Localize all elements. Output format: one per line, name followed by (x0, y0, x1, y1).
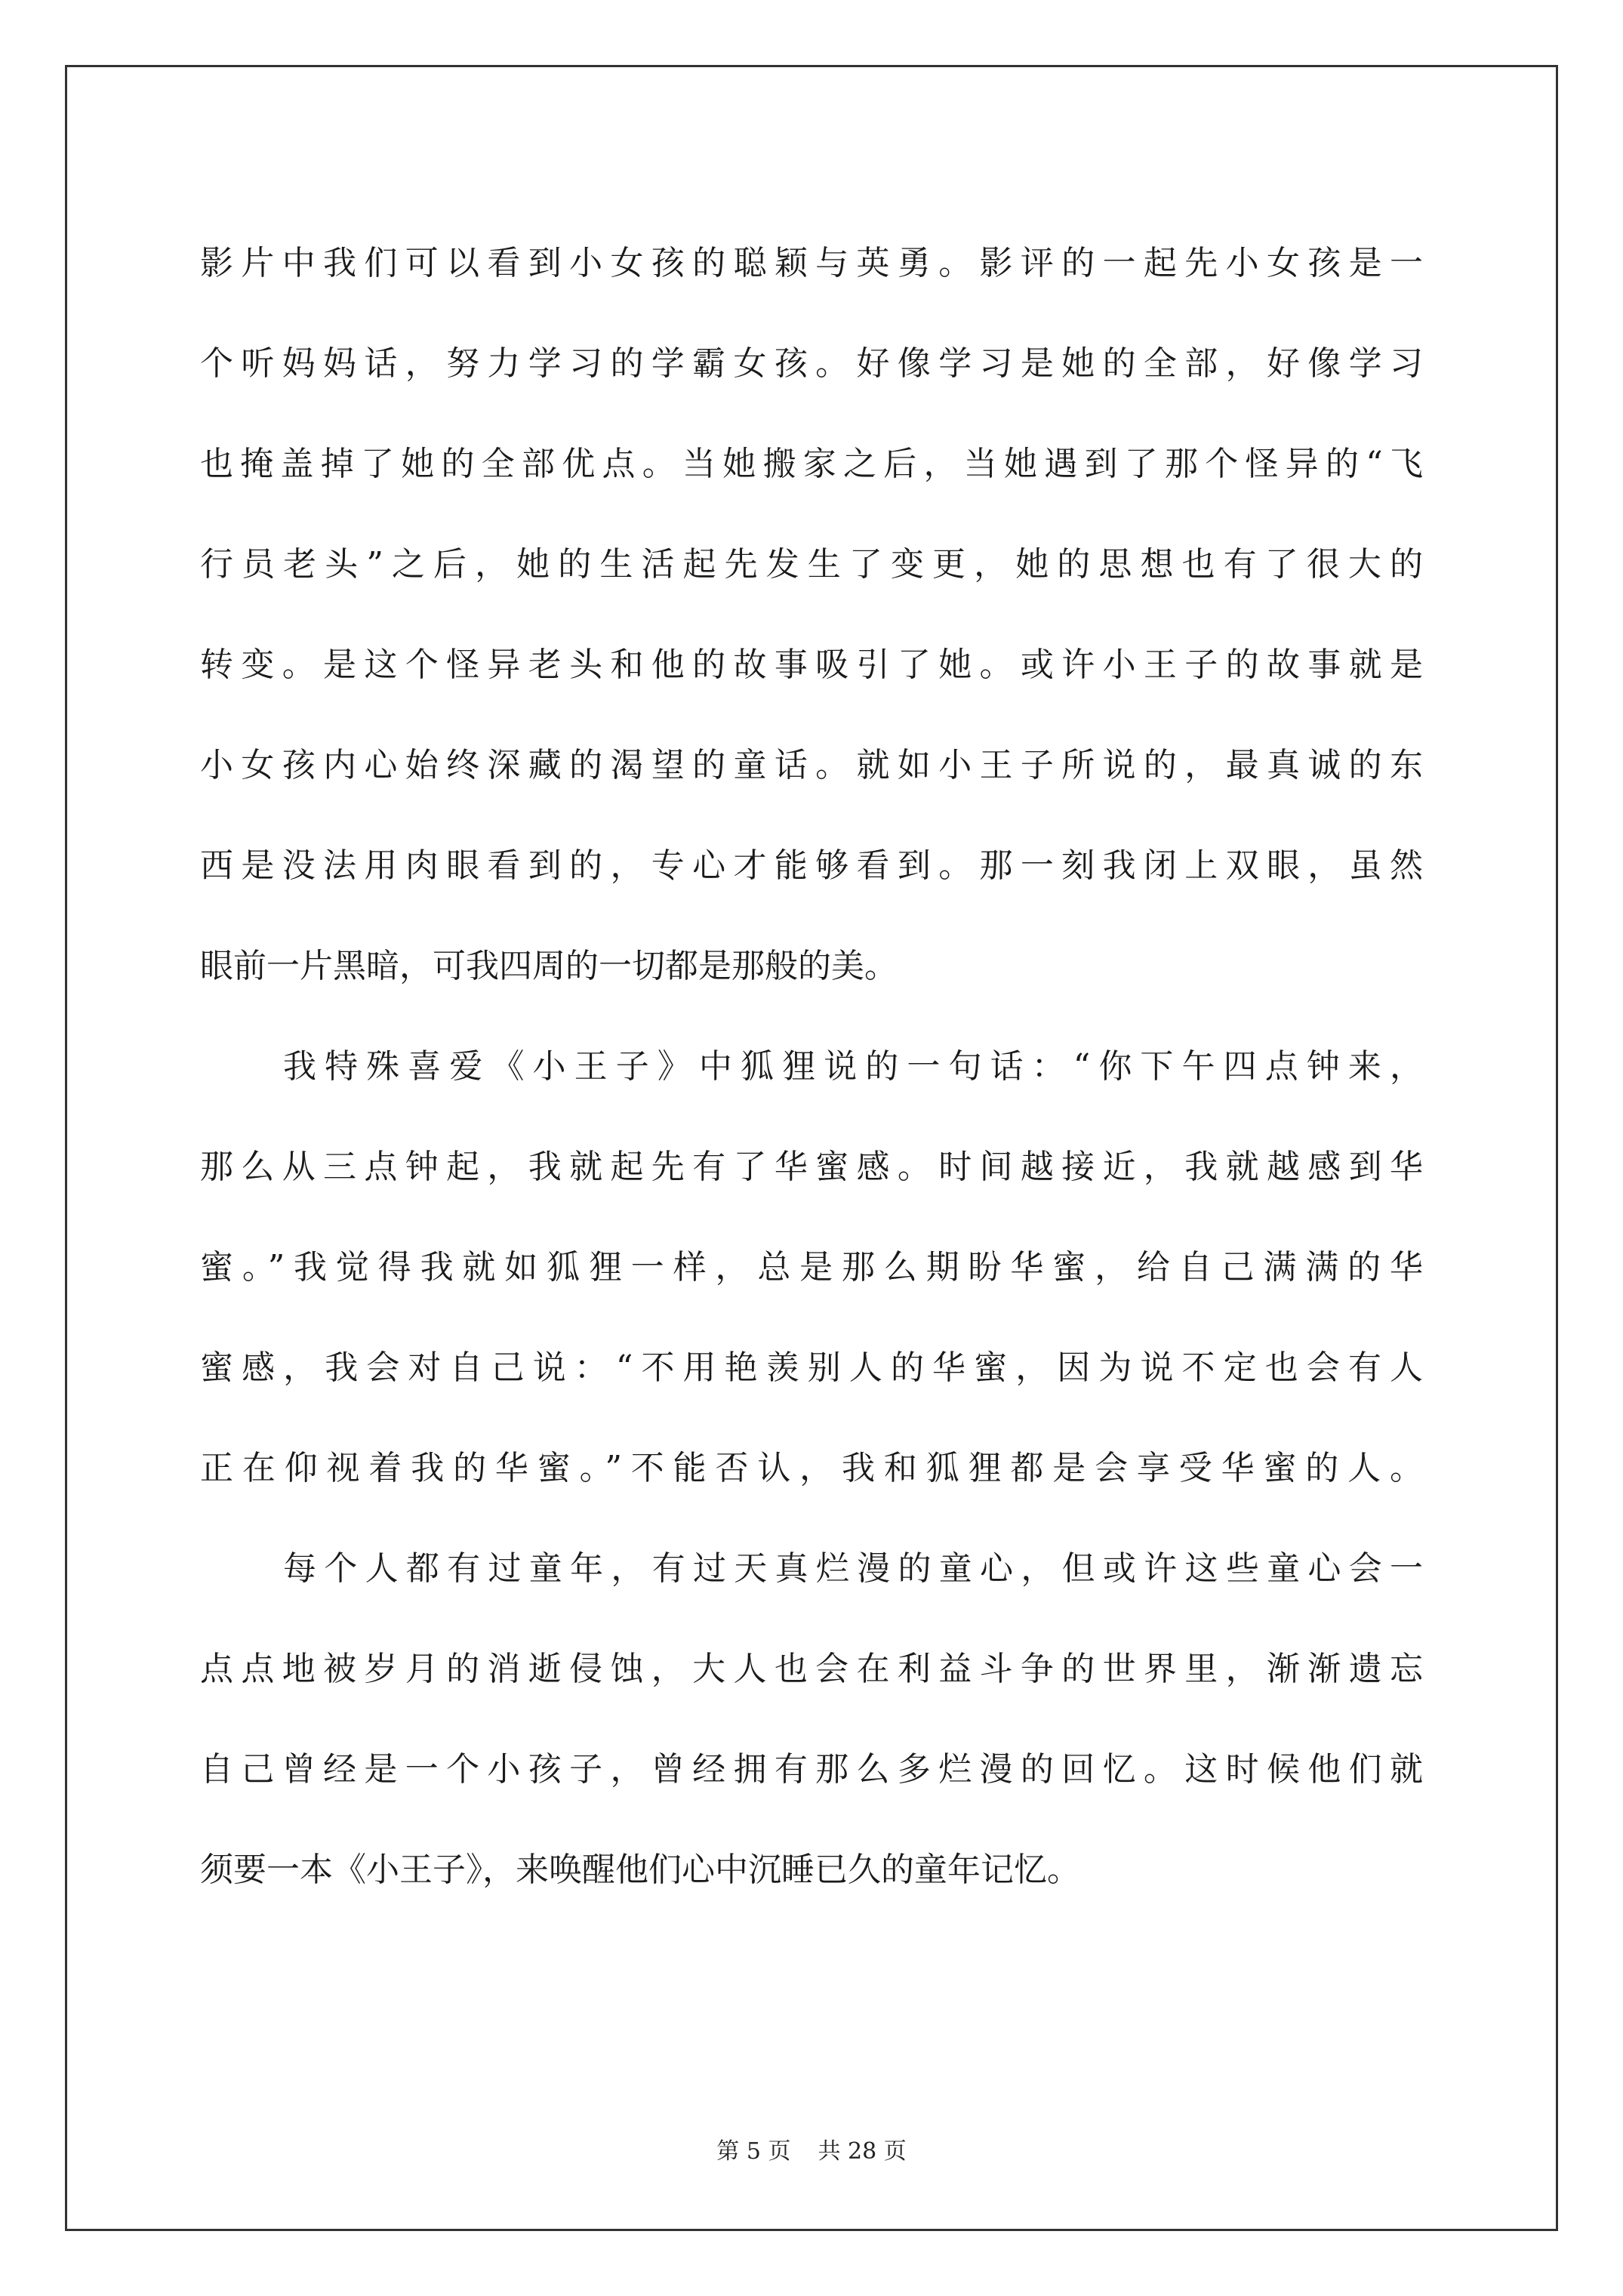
text-line: 行员老头”之后，她的生活起先发生了变更，她的思想也有了很大的 (200, 545, 1423, 584)
text-line: 蜜感，我会对自己说：“不用艳羡别人的华蜜，因为说不定也会有人 (200, 1348, 1423, 1387)
page-footer (0, 2132, 1623, 2165)
text-line: 蜜。”我觉得我就如狐狸一样，总是那么期盼华蜜，给自己满满的华 (200, 1248, 1423, 1287)
text-line: 小女孩内心始终深藏的渴望的童话。就如小王子所说的，最真诚的东 (200, 746, 1423, 784)
text-line: 那么从三点钟起，我就起先有了华蜜感。时间越接近，我就越感到华 (200, 1148, 1423, 1186)
text-line: 须要一本《小王子》，来唤醒他们心中沉睡已久的童年记忆。 (200, 1851, 1080, 1889)
text-line: 也掩盖掉了她的全部优点。当她搬家之后，当她遇到了那个怪异的“飞 (200, 445, 1423, 483)
text-line: 转变。是这个怪异老头和他的故事吸引了她。或许小王子的故事就是 (200, 646, 1423, 684)
text-line: 正在仰视着我的华蜜。”不能否认，我和狐狸都是会享受华蜜的人。 (200, 1449, 1423, 1487)
page-number: 第 5 页 (716, 2138, 791, 2165)
document-body (200, 213, 1423, 1920)
text-line: 眼前一片黑暗，可我四周的一切都是那般的美。 (200, 947, 898, 985)
page-total: 共 28 页 (818, 2138, 907, 2165)
text-line: 西是没法用肉眼看到的，专心才能够看到。那一刻我闭上双眼，虽然 (200, 846, 1423, 885)
text-line: 点点地被岁月的消逝侵蚀，大人也会在利益斗争的世界里，渐渐遗忘 (200, 1650, 1423, 1688)
text-line: 每个人都有过童年，有过天真烂漫的童心，但或许这些童心会一 (283, 1549, 1423, 1588)
text-line: 个听妈妈话，努力学习的学霸女孩。好像学习是她的全部，好像学习 (200, 344, 1423, 383)
text-line: 自己曾经是一个小孩子，曾经拥有那么多烂漫的回忆。这时候他们就 (200, 1750, 1423, 1789)
text-line: 我特殊喜爱《小王子》中狐狸说的一句话：“你下午四点钟来， (283, 1047, 1423, 1086)
text-line: 影片中我们可以看到小女孩的聪颖与英勇。影评的一起先小女孩是一 (200, 244, 1423, 282)
